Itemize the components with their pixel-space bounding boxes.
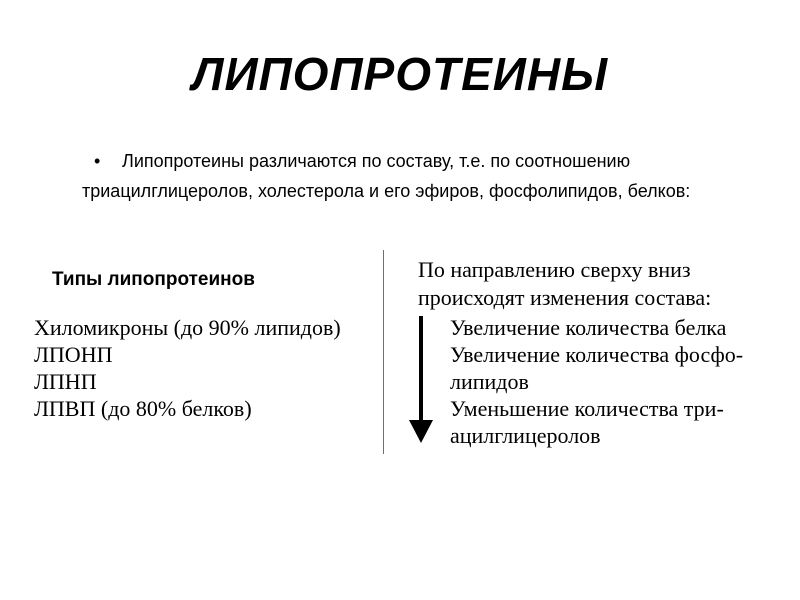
arrow-down-icon	[408, 316, 434, 444]
list-item: Уменьшение количества три-	[450, 396, 724, 421]
bullet-marker: •	[94, 151, 101, 171]
types-heading: Типы липопротеинов	[52, 269, 255, 290]
slide-title: ЛИПОПРОТЕИНЫ	[191, 48, 609, 100]
list-item: ЛПНП	[34, 369, 97, 394]
list-item: Увеличение количества фосфо-	[450, 342, 744, 367]
changes-list	[450, 314, 743, 449]
list-item: ацилглицеролов	[450, 423, 601, 448]
list-item: ЛПВП (до 80% белков)	[34, 396, 252, 421]
list-item: Увеличение количества белка	[450, 315, 727, 340]
list-item: липидов	[450, 369, 529, 394]
list-item: Хиломикроны (до 90% липидов)	[34, 315, 341, 340]
arrow-down-icon-graphic	[408, 316, 434, 444]
bullet-text-line-1: Липопротеины различаются по составу, т.е. по соотношению	[122, 151, 631, 171]
bullet-text-line-2: триацилглицеролов, холестерола и его эфиров, фосфолипидов, белков:	[82, 181, 691, 201]
column-divider	[383, 250, 384, 454]
changes-heading	[418, 256, 711, 312]
changes-heading-line-1: По направлению сверху вниз	[418, 257, 691, 282]
changes-heading-line-2: происходят изменения состава:	[418, 285, 712, 310]
list-item: ЛПОНП	[34, 342, 113, 367]
types-list	[34, 314, 341, 422]
